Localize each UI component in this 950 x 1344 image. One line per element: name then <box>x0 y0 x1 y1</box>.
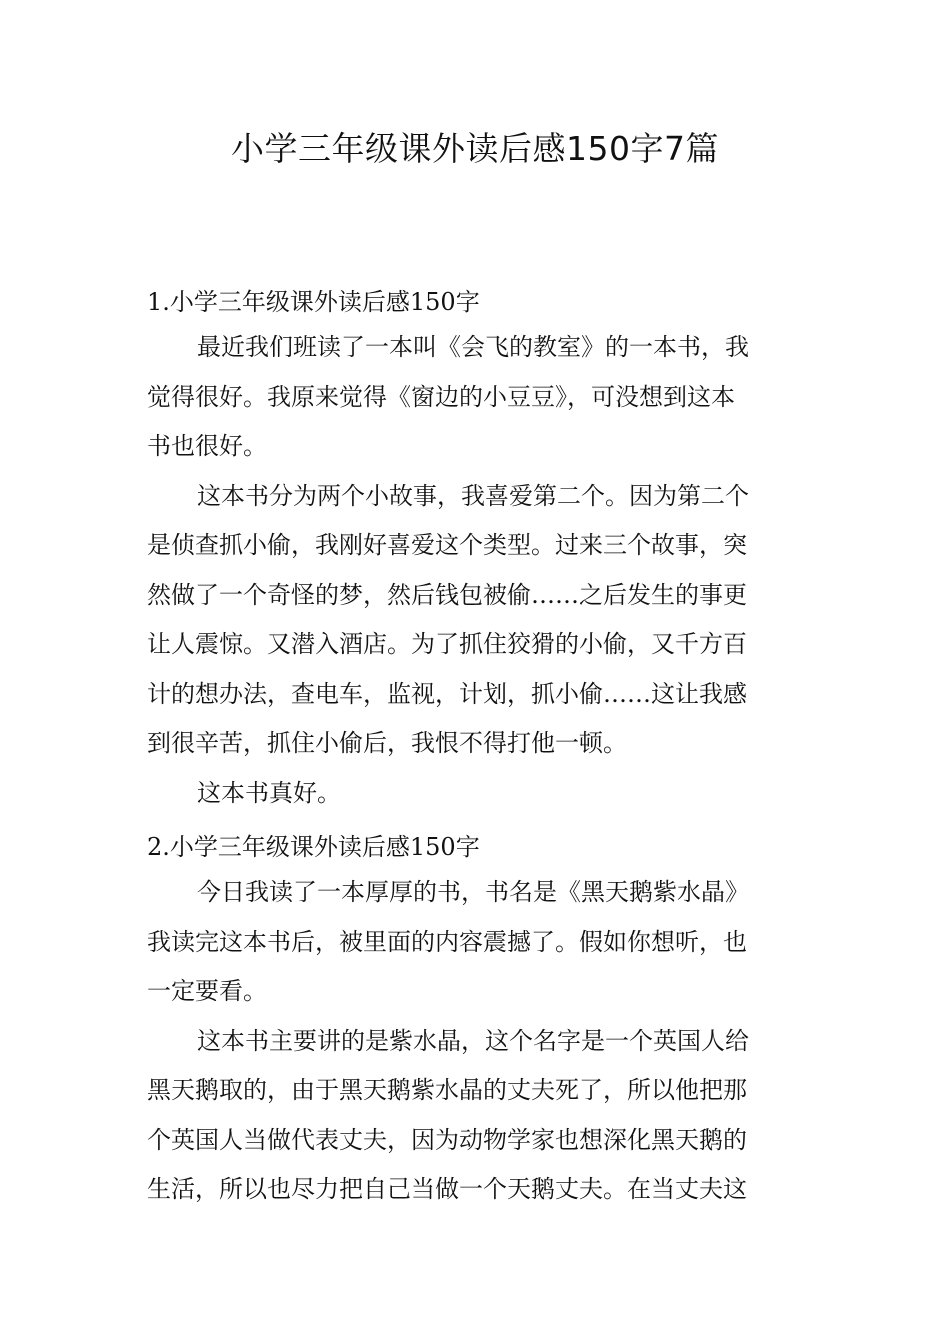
document-body <box>147 277 809 1219</box>
paragraph-line: 这本书真好。 <box>197 778 341 807</box>
paragraph-line: 最近我们班读了一本叫《会飞的教室》的一本书，我 <box>197 333 749 361</box>
paragraph-line: 然做了一个奇怪的梦，然后钱包被偷……之后发生的事更 <box>147 580 747 609</box>
paragraph-line: 让人震惊。又潜入酒店。为了抓住狡猾的小偷，又千方百 <box>147 630 747 658</box>
paragraph-line: 我读完这本书后，被里面的内容震撼了。假如你想听，也 <box>147 927 747 956</box>
paragraph <box>147 1021 809 1219</box>
paragraph-line: 书也很好。 <box>147 432 267 460</box>
section-heading-1: 1.小学三年级课外读后感150字 <box>147 288 480 316</box>
paragraph-line: 到很辛苦，抓住小偷后，我恨不得打他一顿。 <box>147 729 627 757</box>
paragraph-line: 是侦查抓小偷，我刚好喜爱这个类型。过来三个故事，突 <box>147 531 747 559</box>
paragraph-line: 觉得很好。我原来觉得《窗边的小豆豆》，可没想到这本 <box>147 382 735 411</box>
paragraph <box>147 327 809 476</box>
paragraph-line: 个英国人当做代表丈夫，因为动物学家也想深化黑天鹅的 <box>147 1125 747 1154</box>
document-title: 小学三年级课外读后感150字7篇 <box>231 129 719 168</box>
paragraph-line: 生活，所以也尽力把自己当做一个天鹅丈夫。在当丈夫这 <box>147 1175 747 1203</box>
paragraph-line: 黑天鹅取的，由于黑天鹅紫水晶的丈夫死了，所以他把那 <box>147 1076 747 1104</box>
paragraph-line: 计的想办法，查电车，监视，计划，抓小偷……这让我感 <box>147 679 747 708</box>
paragraph-line: 这本书主要讲的是紫水晶，这个名字是一个英国人给 <box>197 1026 749 1055</box>
section-heading-2: 2.小学三年级课外读后感150字 <box>147 833 480 861</box>
paragraph-line: 一定要看。 <box>147 977 267 1005</box>
paragraph <box>147 872 809 1021</box>
paragraph-line: 这本书分为两个小故事，我喜爱第二个。因为第二个 <box>197 481 749 510</box>
paragraph-line: 今日我读了一本厚厚的书，书名是《黑天鹅紫水晶》 <box>197 878 749 906</box>
paragraph <box>147 773 809 823</box>
paragraph <box>147 476 809 773</box>
